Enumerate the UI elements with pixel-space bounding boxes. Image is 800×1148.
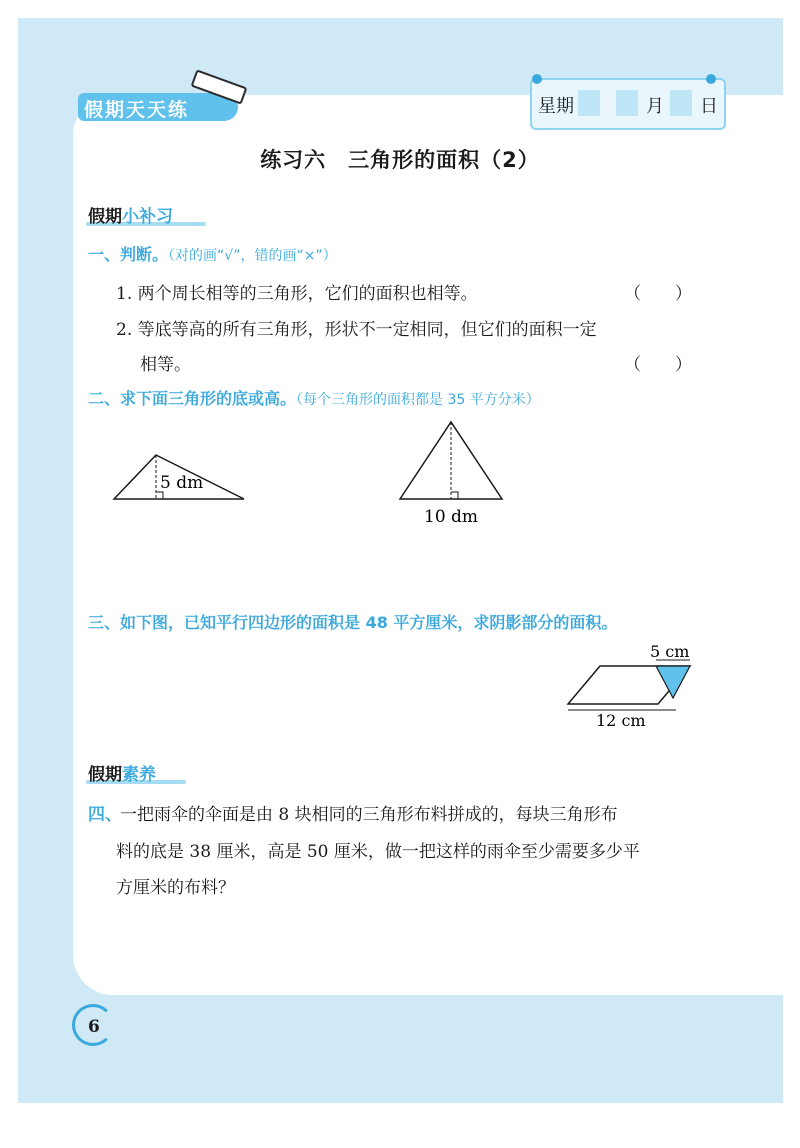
fig3-label-top: 5 cm <box>650 642 690 661</box>
q2-head: 二、求下面三角形的底或高。 <box>88 389 297 408</box>
date-month-slot[interactable] <box>616 90 638 116</box>
q1-item-1: 1. 两个周长相等的三角形，它们的面积也相等。 <box>116 284 478 304</box>
q1-item-2: 2. 等底等高的所有三角形，形状不一定相同，但它们的面积一定 <box>116 320 597 340</box>
section-tag-b: 小补习 <box>122 207 173 227</box>
fig2-label: 10 dm <box>424 507 479 527</box>
date-day-label: 日 <box>700 96 718 117</box>
pin-icon <box>706 74 716 84</box>
shaded-triangle <box>656 666 690 698</box>
date-week-slot[interactable] <box>578 90 600 116</box>
q2-note: （每个三角形的面积都是 35 平方分米） <box>296 392 540 408</box>
section-tag-literacy <box>88 760 156 785</box>
question-1-heading <box>88 242 337 265</box>
right-angle-mark-2 <box>451 492 458 499</box>
q4-line-3: 方厘米的布料？ <box>116 878 235 898</box>
section-tag-review <box>88 202 173 227</box>
q1-answer-1[interactable]: （ ） <box>624 284 692 304</box>
q3-figure <box>560 640 700 730</box>
banner-title: 假期天天练 <box>84 99 190 121</box>
section-tag-a: 假期 <box>88 207 122 227</box>
q2-figure-2 <box>390 415 520 530</box>
q1-answer-2[interactable]: （ ） <box>624 355 692 375</box>
q4-line-1: 一把雨伞的伞面是由 8 块相同的三角形布料拼成的，每块三角形布 <box>120 805 618 825</box>
fig3-label-bottom: 12 cm <box>596 711 646 730</box>
q4-line-2: 料的底是 38 厘米，高是 50 厘米，做一把这样的雨伞至少需要多少平 <box>116 842 640 862</box>
page-number: 6 <box>88 1017 100 1037</box>
date-week-label: 星期 <box>538 96 574 117</box>
page-title: 练习六 三角形的面积（2） <box>260 148 540 172</box>
q2-figure-1 <box>100 440 260 510</box>
question-3-heading: 三、如下图，已知平行四边形的面积是 48 平方厘米，求阴影部分的面积。 <box>88 613 618 632</box>
question-2-heading <box>88 386 540 409</box>
section-tag-a: 假期 <box>88 765 122 785</box>
q1-note: （对的画“√”，错的画“×”） <box>168 248 337 264</box>
pin-icon <box>532 74 542 84</box>
q1-head: 一、判断。 <box>88 245 169 264</box>
date-month-label: 月 <box>646 96 664 117</box>
fig1-label: 5 dm <box>160 473 204 493</box>
section-tag-b: 素养 <box>122 765 156 785</box>
right-angle-mark-1 <box>156 492 163 499</box>
q4-number: 四、 <box>88 805 122 825</box>
q1-item-2-cont: 相等。 <box>140 355 191 375</box>
date-day-slot[interactable] <box>670 90 692 116</box>
